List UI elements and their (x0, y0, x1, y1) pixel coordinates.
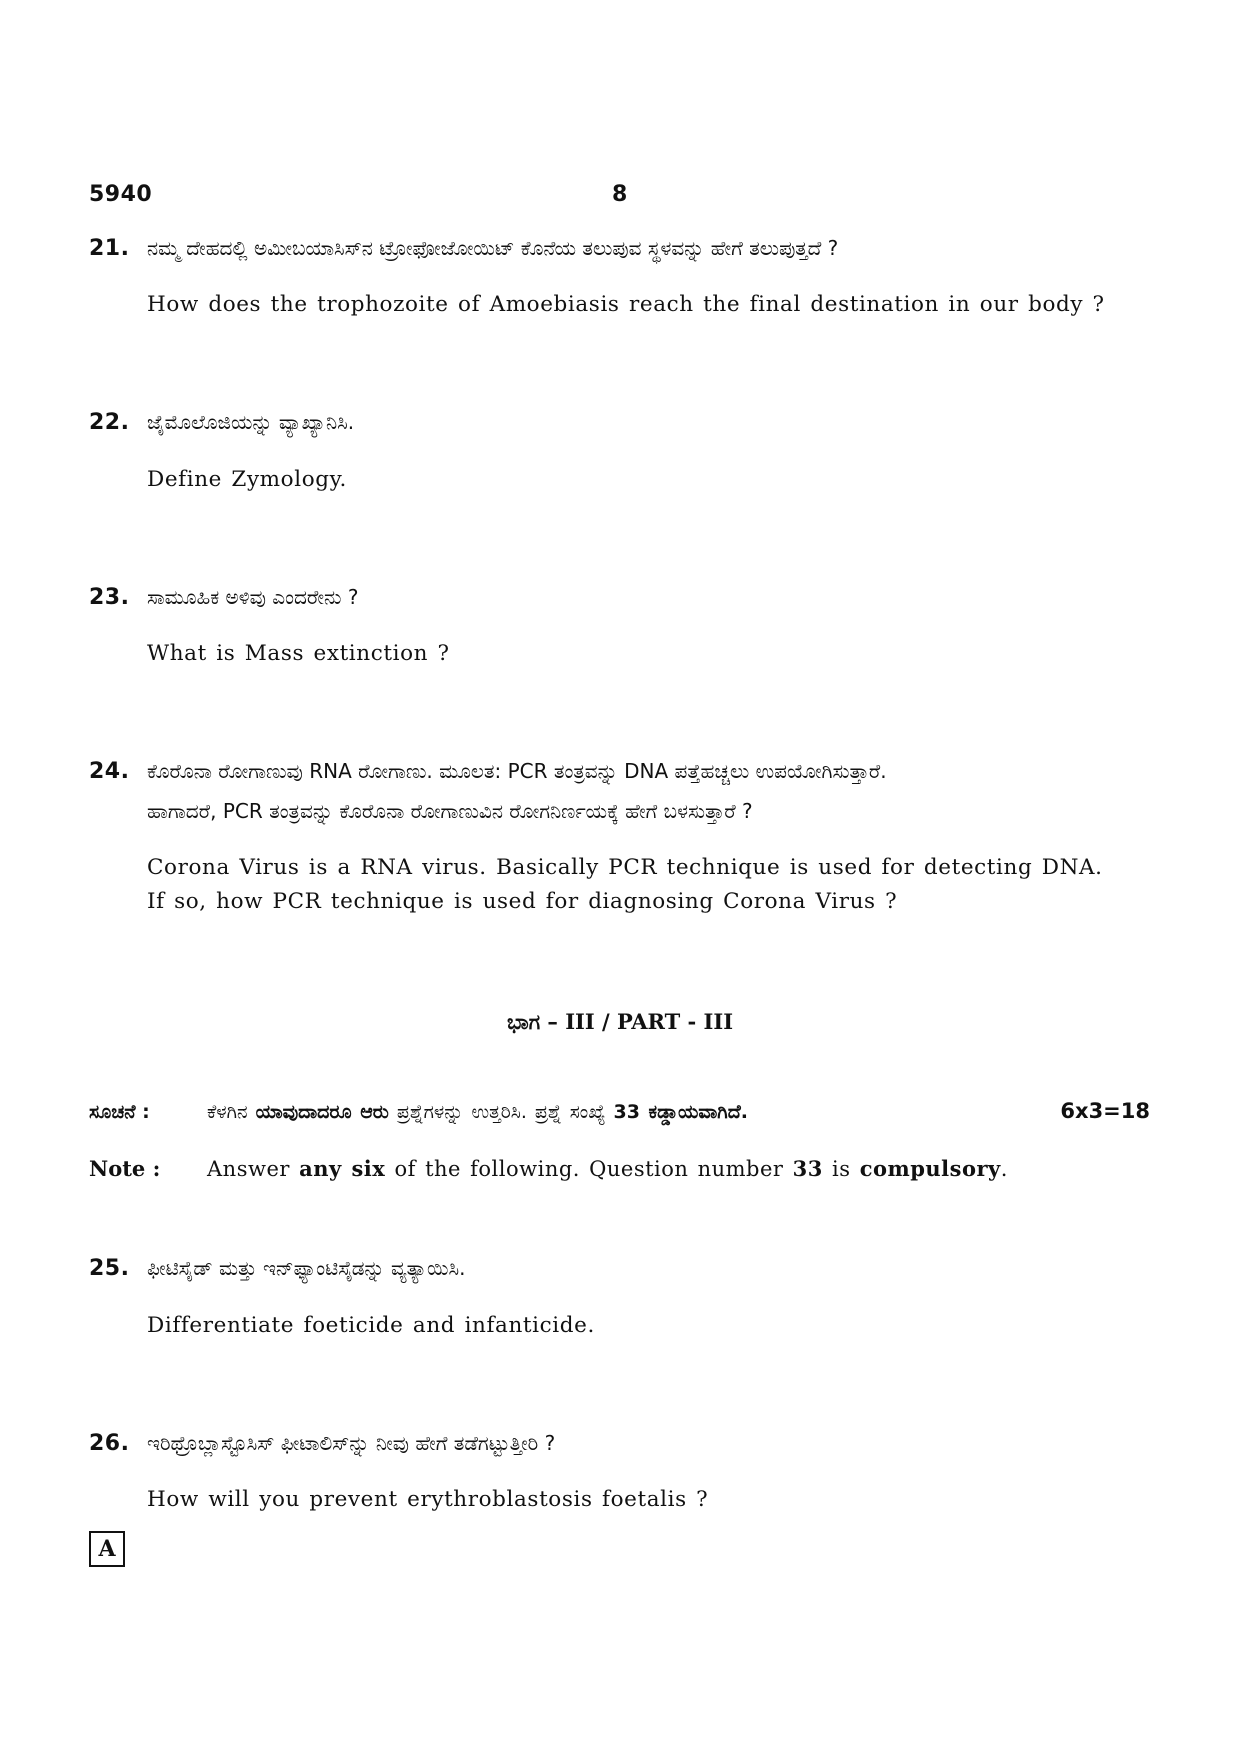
instruction-label-kannada: ಸೂಚನೆ : (89, 1101, 150, 1123)
page-number: 8 (612, 182, 628, 207)
question-number: 23. (89, 585, 130, 610)
question-english-line-2: If so, how PCR technique is used for diagnosing Corona Virus ? (147, 889, 898, 914)
version-box: A (89, 1531, 125, 1567)
question-english-line-1: Corona Virus is a RNA virus. Basically PCR technique is used for detecting DNA. (147, 855, 1103, 880)
marks-allocation: 6x3=18 (1060, 1099, 1150, 1123)
question-english: How does the trophozoite of Amoebiasis reach the final destination in our body ? (147, 292, 1105, 317)
question-kannada: ಫೀಟಿಸೈಡ್ ಮತ್ತು ಇನ್‌ಫ್ಯಾಂಟಿಸೈಡನ್ನು ವ್ಯತ್ಯಾಯಿಸಿ. (147, 1256, 466, 1280)
question-number: 25. (89, 1256, 130, 1281)
question-kannada: ಇರಿಥ್ರೊಬ್ಲಾಸ್ಟೊಸಿಸ್ ಫೀಟಾಲಿಸ್‌ನ್ನು ನೀವು ಹೇಗೆ ತಡೆಗಟ್ಟುತ್ತೀರಿ ? (147, 1431, 556, 1455)
part-heading: ಭಾಗ – III / PART - III (506, 1009, 734, 1034)
question-kannada: ನಮ್ಮ ದೇಹದಲ್ಲಿ ಅಮೀಬಯಾಸಿಸ್‌ನ ಟ್ರೋಫೋಜೋಯಿಟ್ ಕೊನೆಯ ತಲುಪುವ ಸ್ಥಳವನ್ನು ಹೇಗೆ ತಲುಪುತ್ತದೆ ? (147, 236, 839, 260)
question-kannada: ಜೈಮೊಲೊಜಿಯನ್ನು ವ್ಯಾಖ್ಯಾನಿಸಿ. (147, 410, 355, 434)
question-number: 26. (89, 1431, 130, 1456)
question-number: 22. (89, 410, 130, 435)
question-english: Differentiate foeticide and infanticide. (147, 1313, 595, 1338)
note-label: Note : (89, 1156, 161, 1181)
question-kannada-line-1: ಕೊರೊನಾ ರೋಗಾಣುವು RNA ರೋಗಾಣು. ಮೂಲತ: PCR ತಂತ್ರವನ್ನು DNA ಪತ್ತೆಹಚ್ಚಲು ಉಪಯೋಗಿಸುತ್ತಾರೆ. (147, 759, 887, 783)
question-english: Define Zymology. (147, 467, 347, 492)
paper-code: 5940 (89, 182, 153, 207)
question-number: 24. (89, 759, 130, 784)
question-kannada-line-2: ಹಾಗಾದರೆ, PCR ತಂತ್ರವನ್ನು ಕೊರೊನಾ ರೋಗಾಣುವಿನ ರೋಗನಿರ್ಣಯಕ್ಕೆ ಹೇಗೆ ಬಳಸುತ್ತಾರೆ ? (147, 799, 753, 823)
question-english: What is Mass extinction ? (147, 641, 450, 666)
question-english: How will you prevent erythroblastosis foetalis ? (147, 1487, 709, 1512)
note-text: Answer any six of the following. Question number 33 is compulsory. (207, 1156, 1008, 1181)
question-kannada: ಸಾಮೂಹಿಕ ಅಳಿವು ಎಂದರೇನು ? (147, 585, 359, 609)
instruction-text-kannada: ಕೆಳಗಿನ ಯಾವುದಾದರೂ ಆರು ಪ್ರಶ್ನೆಗಳನ್ನು ಉತ್ತರಿಸಿ. ಪ್ರಶ್ನೆ ಸಂಖ್ಯೆ 33 ಕಡ್ಡಾಯವಾಗಿದೆ. (207, 1101, 748, 1123)
question-number: 21. (89, 236, 130, 261)
